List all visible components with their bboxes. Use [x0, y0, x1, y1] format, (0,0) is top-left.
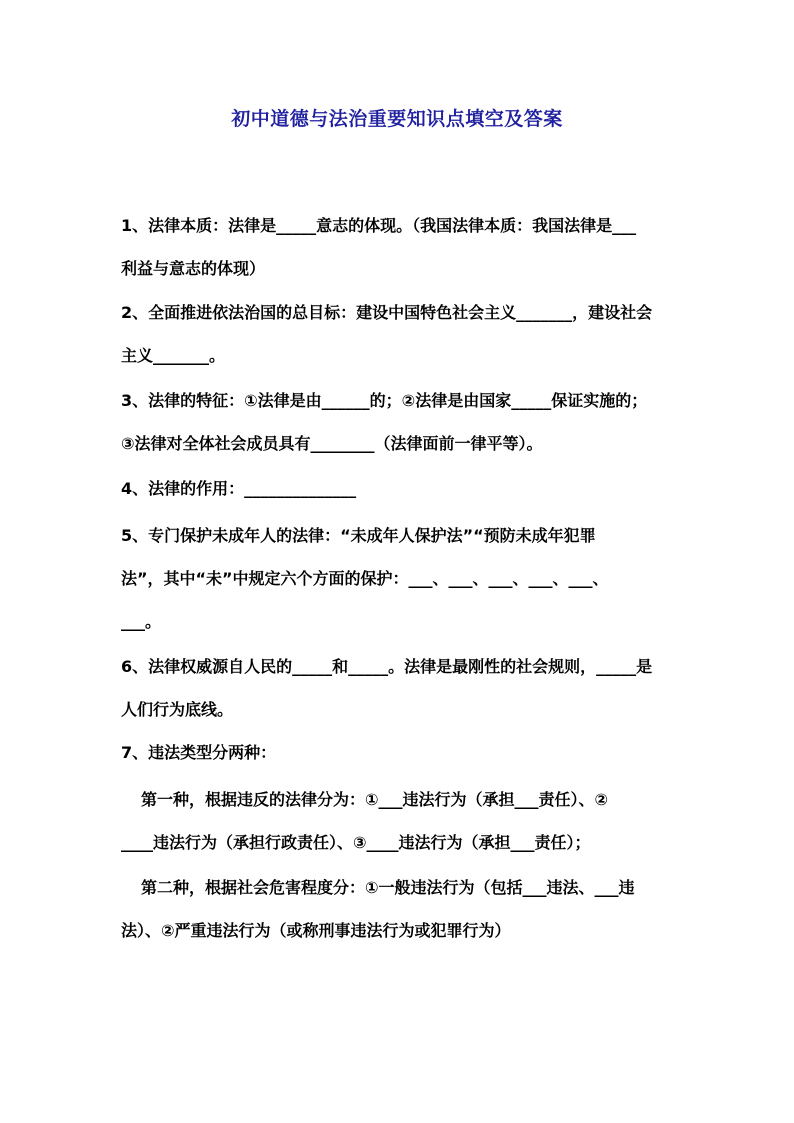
item-7-type-1-line-2: ____违法行为（承担行政责任）、③____违法行为（承担___责任）； — [121, 833, 591, 852]
document-title: 初中道德与法治重要知识点填空及答案 — [231, 108, 563, 130]
item-5-line-3: ___。 — [121, 612, 162, 631]
item-1-line-1: 1、法律本质：法律是_____意志的体现。（我国法律本质：我国法律是___ — [121, 216, 637, 235]
item-4 — [121, 467, 679, 510]
item-3-line-1: 3、法律的特征：①法律是由______的；②法律是由国家_____保证实施的； — [121, 391, 648, 410]
item-5 — [121, 514, 679, 643]
item-1-line-2: 利益与意志的体现） — [121, 259, 266, 278]
item-7 — [121, 731, 679, 774]
item-7-type-2-line-1: 第二种，根据社会危害程度分：①一般违法行为（包括___违法、___违 — [141, 878, 635, 897]
item-7-line-1: 7、违法类型分两种： — [121, 743, 277, 762]
item-6-line-1: 6、法律权威源自人民的_____和_____。法律是最刚性的社会规则，_____是 — [121, 657, 653, 676]
item-3 — [121, 379, 679, 465]
item-2-line-1: 2、全面推进依法治国的总目标：建设中国特色社会主义_______，建设社会 — [121, 303, 653, 322]
item-6-line-2: 人们行为底线。 — [121, 700, 234, 719]
item-7-type-1 — [121, 778, 679, 864]
item-3-line-2: ③法律对全体社会成员具有________（法律面前一律平等）。 — [121, 434, 543, 453]
item-5-line-2: 法”，其中“未”中规定六个方面的保护：___、___、___、___、___、 — [121, 569, 609, 588]
item-4-line-1: 4、法律的作用：______________ — [121, 479, 357, 498]
item-1 — [121, 204, 679, 290]
item-2 — [121, 291, 679, 377]
item-5-line-1: 5、专门保护未成年人的法律：“未成年人保护法”“预防未成年犯罪 — [121, 526, 596, 545]
item-6 — [121, 645, 679, 731]
item-7-type-2 — [121, 866, 679, 952]
item-7-type-1-line-1: 第一种，根据违反的法律分为：①___违法行为（承担___责任）、② — [141, 790, 609, 809]
item-7-type-2-line-2: 法）、②严重违法行为（或称刑事违法行为或犯罪行为） — [121, 921, 511, 940]
item-2-line-2: 主义_______。 — [121, 346, 226, 365]
